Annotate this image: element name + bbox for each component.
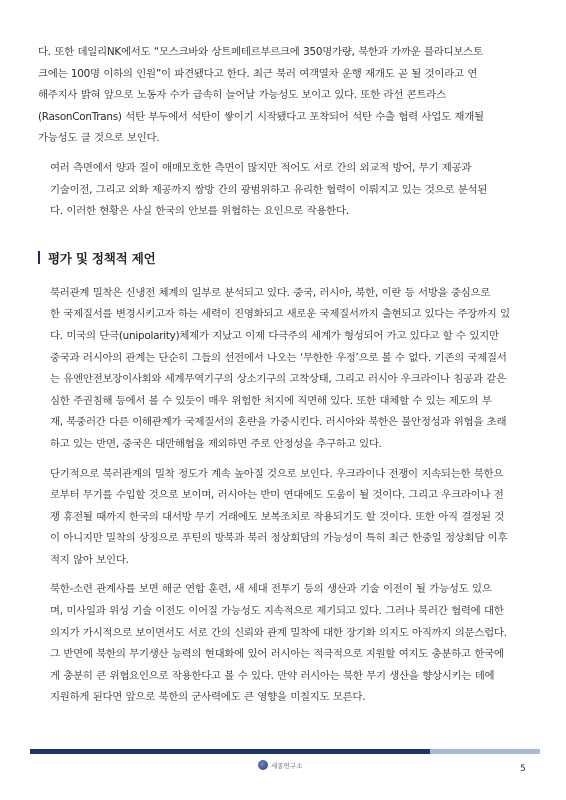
paragraph-line: 다. 미국의 단극(unipolarity)체제가 지났고 이제 다극주의 세계가 형성되어 가고 있다고 할 수 있지만 xyxy=(50,329,499,342)
section-bar-icon xyxy=(38,251,40,264)
paragraph-line: 기술이전, 그리고 외화 제공까지 쌍방 간의 광범위하고 유리한 협력이 이뤄지고 있는 것으로 분석된 xyxy=(50,183,488,196)
paragraph-line: 중국과 러시아의 관계는 단순히 그들의 선전에서 나오는 ‘무한한 우정’으로 볼 수 없다. 기존의 국제질서 xyxy=(50,351,507,364)
footer-logo xyxy=(258,760,302,770)
footer-logo-text: 세종연구소 xyxy=(271,761,303,770)
paragraph-line: 가능성도 클 것으로 보인다. xyxy=(38,132,160,145)
paragraph-line: 적지 않아 보인다. xyxy=(50,553,129,566)
paragraph xyxy=(38,464,528,572)
paragraph xyxy=(38,42,528,150)
paragraph-line: 이 아니지만 밀착의 상징으로 푸틴의 방북과 북러 정상회담의 가능성이 특히 최근 한중일 정상회담 이후 xyxy=(50,532,508,545)
paragraph-line: 한 국제질서를 변경시키고자 하는 세력이 진영화되고 새로운 국제질서까지 출현되고 있다는 주장까지 있 xyxy=(50,308,510,321)
paragraph-line: 북한-소련 관계사를 보면 해군 연합 훈련, 새 세대 전투기 등의 생산과 기술 이전이 될 가능성도 있으 xyxy=(50,583,492,596)
paragraph-line: 해주지사 밝혀 앞으로 노동자 수가 급속히 늘어날 가능성도 보이고 있다. 또한 라선 콘트라스 xyxy=(38,89,446,102)
footer-band xyxy=(30,749,540,754)
paragraph-line: 크에는 100명 이하의 인원”이 파견됐다고 한다. 최근 북러 여객열차 운행 재개도 곧 될 것이라고 연 xyxy=(38,67,478,80)
paragraph xyxy=(38,283,528,456)
paragraph-line: 여러 측면에서 양과 질이 애매모호한 측면이 많지만 적어도 서로 간의 외교적 방어, 무기 제공과 xyxy=(50,161,472,174)
paragraph-line: 단기적으로 북러관계의 밀착 정도가 계속 높아질 것으로 보인다. 우크라이나 전쟁이 지속되는한 북한으 xyxy=(50,467,504,480)
paragraph-line: 그 반면에 북한의 무기생산 능력의 현대화에 있어 러시아는 적극적으로 지원할 여지도 충분하고 한국에 xyxy=(50,648,504,661)
paragraph-line: (RasonConTrans) 석탄 부두에서 석탄이 쌓이기 시작됐다고 포착되어 석탄 수출 협력 사업도 재개될 xyxy=(38,110,484,123)
page-number: 5 xyxy=(520,764,526,774)
paragraph xyxy=(38,158,528,223)
section-title-text: 평가 및 정책적 제언 xyxy=(48,250,156,266)
paragraph-line: 며, 미사일과 위성 기술 이전도 이어질 가능성도 지속적으로 제기되고 있다. 그러나 북러간 협력에 대한 xyxy=(50,605,504,618)
paragraph-line: 하고 있는 반면, 중국은 대만해협을 제외하면 주로 안정성을 추구하고 있다. xyxy=(50,437,382,450)
paragraph-line: 로부터 무기를 수입할 것으로 보이며, 러시아는 반미 연대에도 도움이 될 것이다. 그리고 우크라이나 전 xyxy=(50,489,504,502)
paragraph-line: 는 유엔안전보장이사회와 세계무역기구의 상소기구의 고착상태, 그리고 러시아 우크라이나 침공과 같은 xyxy=(50,373,506,386)
footer-band-dark xyxy=(30,749,430,754)
document-body xyxy=(38,42,528,717)
section-heading xyxy=(38,249,528,267)
paragraph-line: 다. 또한 데일리NK에서도 “모스크바와 상트페테르부르크에 350명가량, 북한과 가까운 블라디보스토 xyxy=(38,46,483,58)
footer-band-light xyxy=(430,749,540,754)
institute-logo-icon xyxy=(258,760,268,770)
paragraph-line: 북러관계 밀착은 신냉전 체계의 일부로 분석되고 있다. 중국, 러시아, 북한, 이란 등 서방을 중심으로 xyxy=(50,286,491,299)
paragraph xyxy=(38,579,528,709)
top-paragraphs xyxy=(38,42,528,223)
paragraph-line: 의지가 가시적으로 보이면서도 서로 간의 신뢰와 관계 밀착에 대한 장기화 의지도 아직까지 의문스럽다. xyxy=(50,626,507,639)
bottom-paragraphs xyxy=(38,283,528,709)
paragraph-line: 다. 이러한 현황은 사실 한국의 안보를 위협하는 요인으로 작용한다. xyxy=(50,205,349,218)
paragraph-line: 심한 주권침해 등에서 볼 수 있듯이 매우 위험한 처지에 직면해 있다. 또한 대체할 수 있는 제도의 부 xyxy=(50,394,492,407)
paragraph-line: 게 충분히 큰 위협요인으로 작용한다고 볼 수 있다. 만약 러시아는 북한 무기 생산을 향상시키는 데에 xyxy=(50,669,495,682)
paragraph-line: 지원하게 된다면 앞으로 북한의 군사력에도 큰 영향을 미칠지도 모른다. xyxy=(50,691,366,704)
paragraph-line: 재, 북중러간 다른 이해관계가 국제질서의 혼란을 가중시킨다. 러시아와 북한은 불안정성과 위협을 초래 xyxy=(50,416,507,429)
paragraph-line: 쟁 휴전될 때까지 한국의 대서방 무기 거래에도 보복조치로 작용되기도 할 것이다. 또한 아직 결정된 것 xyxy=(50,510,505,523)
